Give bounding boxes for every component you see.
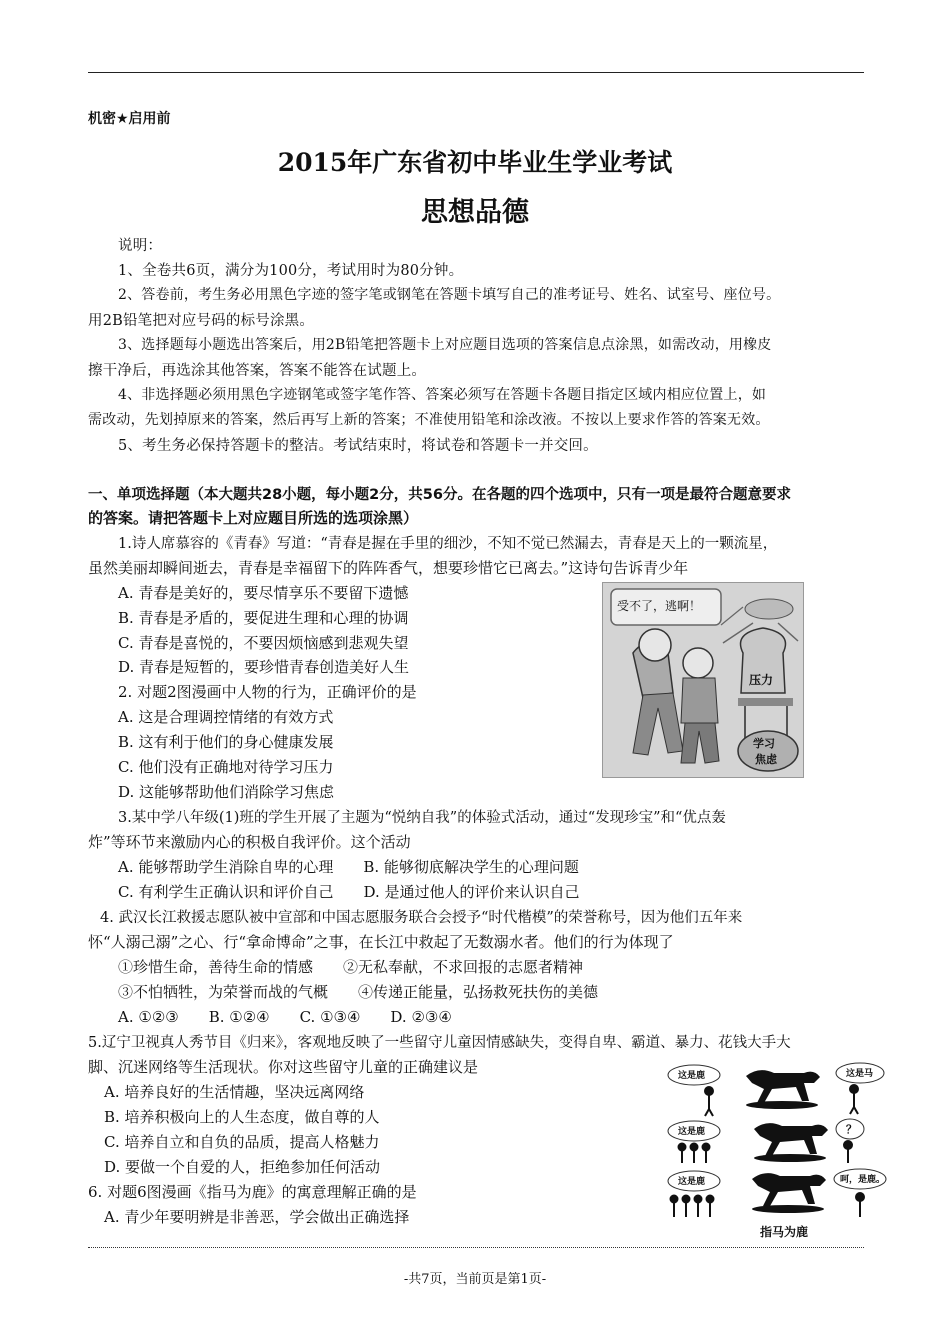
question6-cartoon: [664, 1061, 890, 1245]
option-text: A. 这是合理调控情绪的有效方式: [118, 708, 334, 726]
option-text: D. 这能够帮助他们消除学习焦虑: [118, 783, 335, 801]
page-footer: -共7页，当前页是第1页-: [403, 1272, 547, 1287]
instruction-line: 1、全卷共6页，满分为100分，考试用时为80分钟。: [118, 263, 464, 279]
question-text: 脚、沉迷网络等生活现状。你对这些留守儿童的正确建议是: [88, 1058, 479, 1076]
option-text: A. 青少年要明辨是非善恶，学会做出正确选择: [104, 1208, 410, 1226]
cartoon-label-anxiety: 学习: [753, 737, 775, 750]
option-text: ①珍惜生命，善待生命的情感 ②无私奉献，不求回报的志愿者精神: [118, 958, 584, 976]
instruction-line: 说明：: [118, 238, 163, 254]
question-text: 1.诗人席慕容的《青春》写道：“青春是握在手里的细沙，不知不觉已然漏去，青春是天上的一颗流星，: [118, 536, 778, 552]
option-text: B. 青春是矛盾的，要促进生理和心理的协调: [118, 609, 409, 627]
section-heading: 一、单项选择题（本大题共28小题，每小题2分，共56分。在各题的四个选项中，只有一项是最符合题意要求: [88, 487, 791, 503]
question2-cartoon: [602, 582, 804, 778]
option-text: A. 培养良好的生活情趣，坚决远离网络: [104, 1083, 365, 1101]
instruction-line: 2、答卷前，考生务必用黑色字迹的签字笔或钢笔在答题卡填写自己的准考证号、姓名、试室号、座位号。: [118, 287, 781, 303]
confidential-label: 机密★启用前: [88, 111, 171, 127]
question-text: 6. 对题6图漫画《指马为鹿》的寓意理解正确的是: [88, 1183, 417, 1201]
option-text: A. 青春是美好的，要尽情享乐不要留下遗憾: [118, 584, 409, 602]
cartoon-speech: 受不了，逃啊！: [617, 599, 702, 613]
option-text: A. 能够帮助学生消除自卑的心理 B. 能够彻底解决学生的心理问题: [118, 858, 579, 876]
exam-title: 2015年广东省初中毕业生学业考试: [277, 148, 673, 177]
cartoon-bubble: 这是鹿: [678, 1177, 706, 1187]
question-text: 怀“人溺己溺”之心、行“拿命博命”之事，在长江中救起了无数溺水者。他们的行为体现了: [88, 933, 674, 951]
cartoon-bubble: 呵，是鹿。: [840, 1175, 886, 1185]
question-text: 4. 武汉长江救援志愿队被中宣部和中国志愿服务联合会授予“时代楷模”的荣誉称号，因为他们五年来: [100, 910, 743, 926]
option-text: C. 他们没有正确地对待学习压力: [118, 758, 334, 776]
option-text: ③不怕牺牲，为荣誉而战的气概 ④传递正能量，弘扬救死扶伤的美德: [118, 983, 599, 1001]
question-text: 2. 对题2图漫画中人物的行为，正确评价的是: [118, 683, 417, 701]
cartoon-label-anxiety: 焦虑: [755, 753, 777, 766]
option-text: C. 有利学生正确认识和评价自己 D. 是通过他人的评价来认识自己: [118, 883, 580, 901]
question-text: 炸”等环节来激励内心的积极自我评价。这个活动: [88, 833, 411, 851]
cartoon-caption: 指马为鹿: [760, 1225, 809, 1239]
cartoon-bubble: 这是鹿: [678, 1127, 706, 1137]
section-heading: 的答案。请把答题卡上对应题目所选的选项涂黑）: [88, 509, 419, 527]
question-text: 3.某中学八年级(1)班的学生开展了主题为“悦纳自我”的体验式活动，通过“发现珍宝”和“优点轰: [118, 810, 726, 826]
instruction-line: 用2B铅笔把对应号码的标号涂黑。: [88, 313, 315, 329]
instruction-line: 擦干净后，再选涂其他答案，答案不能答在试题上。: [88, 363, 427, 379]
option-text: D. 青春是短暂的，要珍惜青春创造美好人生: [118, 658, 410, 676]
question-text: 5.辽宁卫视真人秀节目《归来》，客观地反映了一些留守儿童因情感缺失，变得自卑、霸道、暴力、花钱大手大: [88, 1035, 791, 1051]
header-rule: [88, 72, 864, 73]
option-text: B. 培养积极向上的人生态度，做自尊的人: [104, 1108, 380, 1126]
question-text: 虽然美丽却瞬间逝去，青春是幸福留下的阵阵香气，想要珍惜它已离去。”这诗句告诉青少年: [88, 559, 689, 577]
instruction-line: 需改动，先划掉原来的答案，然后再写上新的答案；不准使用铅笔和涂改液。不按以上要求作答的答案无效。: [88, 412, 770, 428]
cartoon-label-pressure: 压力: [749, 673, 774, 687]
instruction-line: 4、非选择题必须用黑色字迹钢笔或签字笔作答、答案必须写在答题卡各题目指定区域内相应位置上，如: [118, 387, 767, 403]
cartoon-bubble: 这是马: [846, 1069, 874, 1079]
option-text: B. 这有利于他们的身心健康发展: [118, 733, 334, 751]
option-text: D. 要做一个自爱的人，拒绝参加任何活动: [104, 1158, 381, 1176]
footer-rule: [88, 1247, 864, 1248]
subject-title: 思想品德: [421, 197, 529, 228]
option-text: C. 青春是喜悦的，不要因烦恼感到悲观失望: [118, 634, 409, 652]
option-text: A. ①②③ B. ①②④ C. ①③④ D. ②③④: [118, 1008, 452, 1026]
instruction-line: 3、选择题每小题选出答案后，用2B铅笔把答题卡上对应题目选项的答案信息点涂黑，如需改动，用橡皮: [118, 337, 772, 353]
cartoon-bubble: ？: [846, 1123, 857, 1136]
option-text: C. 培养自立和自负的品质，提高人格魅力: [104, 1133, 380, 1151]
instruction-line: 5、考生务必保持答题卡的整洁。考试结束时，将试卷和答题卡一并交回。: [118, 438, 598, 454]
cartoon-bubble: 这是鹿: [678, 1071, 706, 1081]
